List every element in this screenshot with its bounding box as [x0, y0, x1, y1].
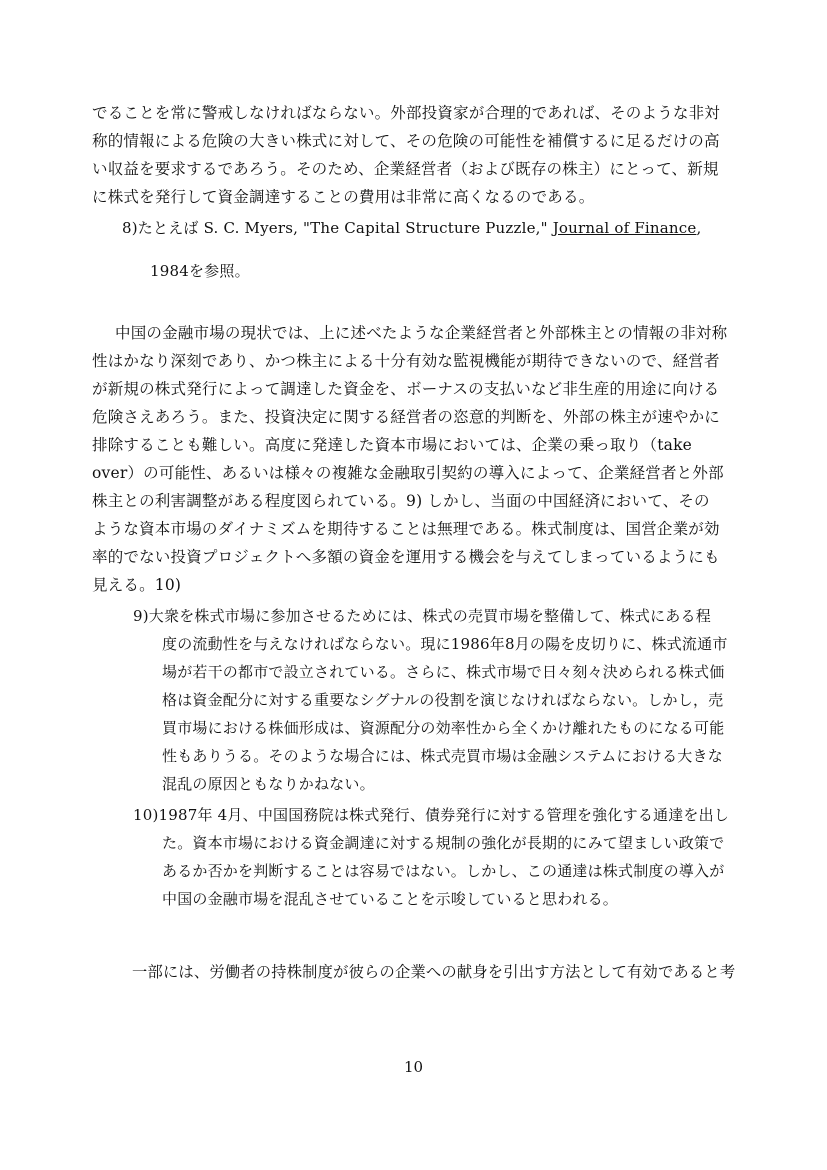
footnote-line: 10)1987年 4月、中国国務院は株式発行、債券発行に対する管理を強化する通達を出し [133, 806, 730, 824]
text-line: に株式を発行して資金調達することの費用は非常に高くなるのである。 [92, 188, 595, 206]
footnote-line: 場が若干の都市で設立されている。さらに、株式市場で日々刻々決められる株式価 [162, 663, 725, 681]
footnote-8-suffix: , [696, 219, 702, 237]
text-line: 率的でない投資プロジェクトへ多額の資金を運用する機会を与えてしまっているようにも [92, 548, 720, 566]
paragraph-bottom: 一部には、労働者の持株制度が彼らの企業への献身を引出す方法として有効であると考 [132, 963, 736, 981]
footnote-line: 買市場における株価形成は、資源配分の効率性から全くかけ離れたものになる可能 [162, 719, 725, 737]
text-line: 危険さえあろう。また、投資決定に関する経営者の恣意的判断を、外部の株主が速やかに [92, 408, 721, 426]
text-line: 性はかなり深刻であり、かつ株主による十分有効な監視機能が期待できないので、経営者 [92, 352, 720, 370]
footnote-line: 中国の金融市場を混乱させていることを示唆していると思われる。 [162, 890, 619, 908]
footnote-line: た。資本市場における資金調達に対する規制の強化が長期的にみて望ましい政策で [162, 834, 725, 852]
footnote-8-line1 [122, 218, 701, 238]
text-line: 株主との利害調整がある程度図られている。9) しかし、当面の中国経済において、その [92, 492, 710, 510]
footnote-line: 度の流動性を与えなければならない。現に1986年8月の陽を皮切りに、株式流通市 [162, 635, 728, 653]
footnote-8-prefix: 8)たとえば S. C. Myers, "The Capital Structure Puzzle," [122, 219, 553, 237]
text-line: 排除することも難しい。高度に発達した資本市場においては、企業の乗っ取り（take [92, 436, 693, 454]
footnote-line: あるか否かを判断することは容易ではない。しかし、この通達は株式制度の導入が [162, 862, 725, 880]
text-line: が新規の株式発行によって調達した資金を、ボーナスの支払いなど非生産的用途に向ける [92, 380, 720, 398]
text-line: ような資本市場のダイナミズムを期待することは無理である。株式制度は、国営企業が効 [92, 520, 720, 538]
footnote-line: 混乱の原因ともなりかねない。 [162, 775, 375, 793]
text-line: 中国の金融市場の現状では、上に述べたような企業経営者と外部株主との情報の非対称 [115, 324, 728, 342]
text-line: い収益を要求するであろう。そのため、企業経営者（および既存の株主）にとって、新規 [92, 160, 719, 178]
footnote-line: 格は資金配分に対する重要なシグナルの役割を演じなければならない。しかし，売 [162, 691, 724, 709]
footnote-line: 9)大衆を株式市場に参加させるためには、株式の売買市場を整備して、株式にある程 [133, 607, 711, 625]
footnote-line: 性もありうる。そのような場合には、株式売買市場は金融システムにおける大きな [162, 747, 723, 765]
text-line: over）の可能性、あるいは様々の複雑な金融取引契約の導入によって、企業経営者と外部 [92, 464, 724, 482]
journal-title: Journal of Finance [552, 219, 697, 237]
text-line: でることを常に警戒しなければならない。外部投資家が合理的であれば、そのような非対 [92, 104, 721, 122]
footnote-8-line2: 1984を参照。 [150, 262, 250, 280]
text-line: 見える。10) [92, 576, 182, 594]
page-number: 10 [403, 1058, 424, 1076]
text-line: 称的情報による危険の大きい株式に対して、その危険の可能性を補償するに足るだけの高 [92, 132, 720, 150]
